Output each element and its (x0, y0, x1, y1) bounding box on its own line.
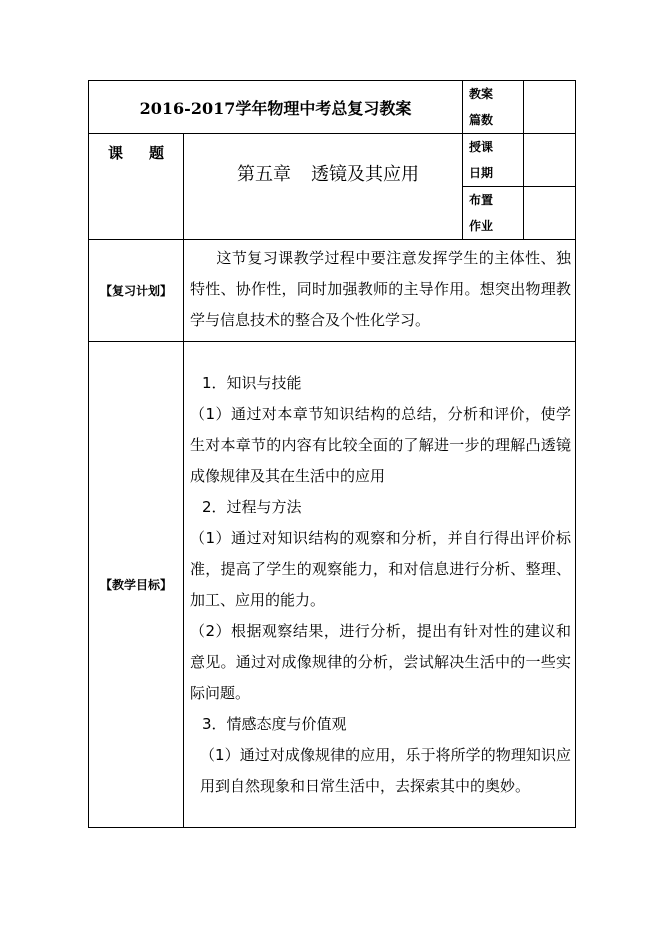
lesson-count-label-line2: 篇数 (469, 113, 494, 127)
review-plan-body: 这节复习课教学过程中要注意发挥学生的主体性、独特性、协作性，同时加强教师的主导作用。想突出物理教学与信息技术的整合及个性化学习。 (190, 249, 571, 329)
goal-section-2-item-2: （2）根据观察结果，进行分析，提出有针对性的建议和意见。通过对成像规律的分析，尝试解决生活中的一些实际问题。 (190, 621, 571, 702)
review-plan-row (89, 240, 576, 342)
teach-date-label-line2: 日期 (469, 166, 494, 180)
homework-value (524, 187, 576, 240)
course-label-char1: 课 (107, 144, 123, 162)
goal-section-3-item-1: （1）通过对成像规律的应用，乐于将所学的物理知识应用到自然现象和日常生活中，去探索其中的奥妙。 (200, 745, 571, 795)
homework-label (463, 187, 524, 240)
lesson-count-label-line1: 教案 (469, 87, 494, 101)
review-plan-label: 【复习计划】 (89, 240, 184, 342)
document-title: 2016-2017学年物理中考总复习教案 (89, 81, 463, 134)
goal-section-1-heading: 1．知识与技能 (202, 373, 302, 392)
lesson-count-label (463, 81, 524, 134)
course-title (184, 134, 463, 240)
course-label-char2: 题 (149, 144, 165, 162)
title-row (89, 81, 576, 134)
lesson-plan-table (88, 80, 576, 828)
teach-date-label-line1: 授课 (469, 140, 494, 154)
homework-label-line1: 布置 (469, 193, 494, 207)
teach-date-value (524, 134, 576, 187)
review-plan-text (184, 240, 576, 342)
goal-section-2-item-1: （1）通过对知识结构的观察和分析，并自行得出评价标准，提高了学生的观察能力，和对信息进行分析、整理、加工、应用的能力。 (190, 528, 571, 609)
chapter-topic: 透镜及其应用 (311, 164, 419, 185)
course-label (89, 134, 184, 240)
teaching-goals-content (184, 342, 576, 828)
teach-date-row (89, 134, 576, 187)
teaching-goals-row (89, 342, 576, 828)
goal-section-1-item-1: （1）通过对本章节知识结构的总结，分析和评价，使学生对本章节的内容有比较全面的了解进一步的理解凸透镜成像规律及其在生活中的应用 (190, 404, 571, 485)
teach-date-label (463, 134, 524, 187)
homework-label-line2: 作业 (469, 219, 494, 233)
goal-section-2-heading: 2．过程与方法 (202, 497, 302, 516)
teaching-goals-label: 【教学目标】 (89, 342, 184, 828)
goal-section-3-heading: 3．情感态度与价值观 (202, 714, 347, 733)
chapter-number: 第五章 (237, 164, 291, 185)
lesson-count-value (524, 81, 576, 134)
